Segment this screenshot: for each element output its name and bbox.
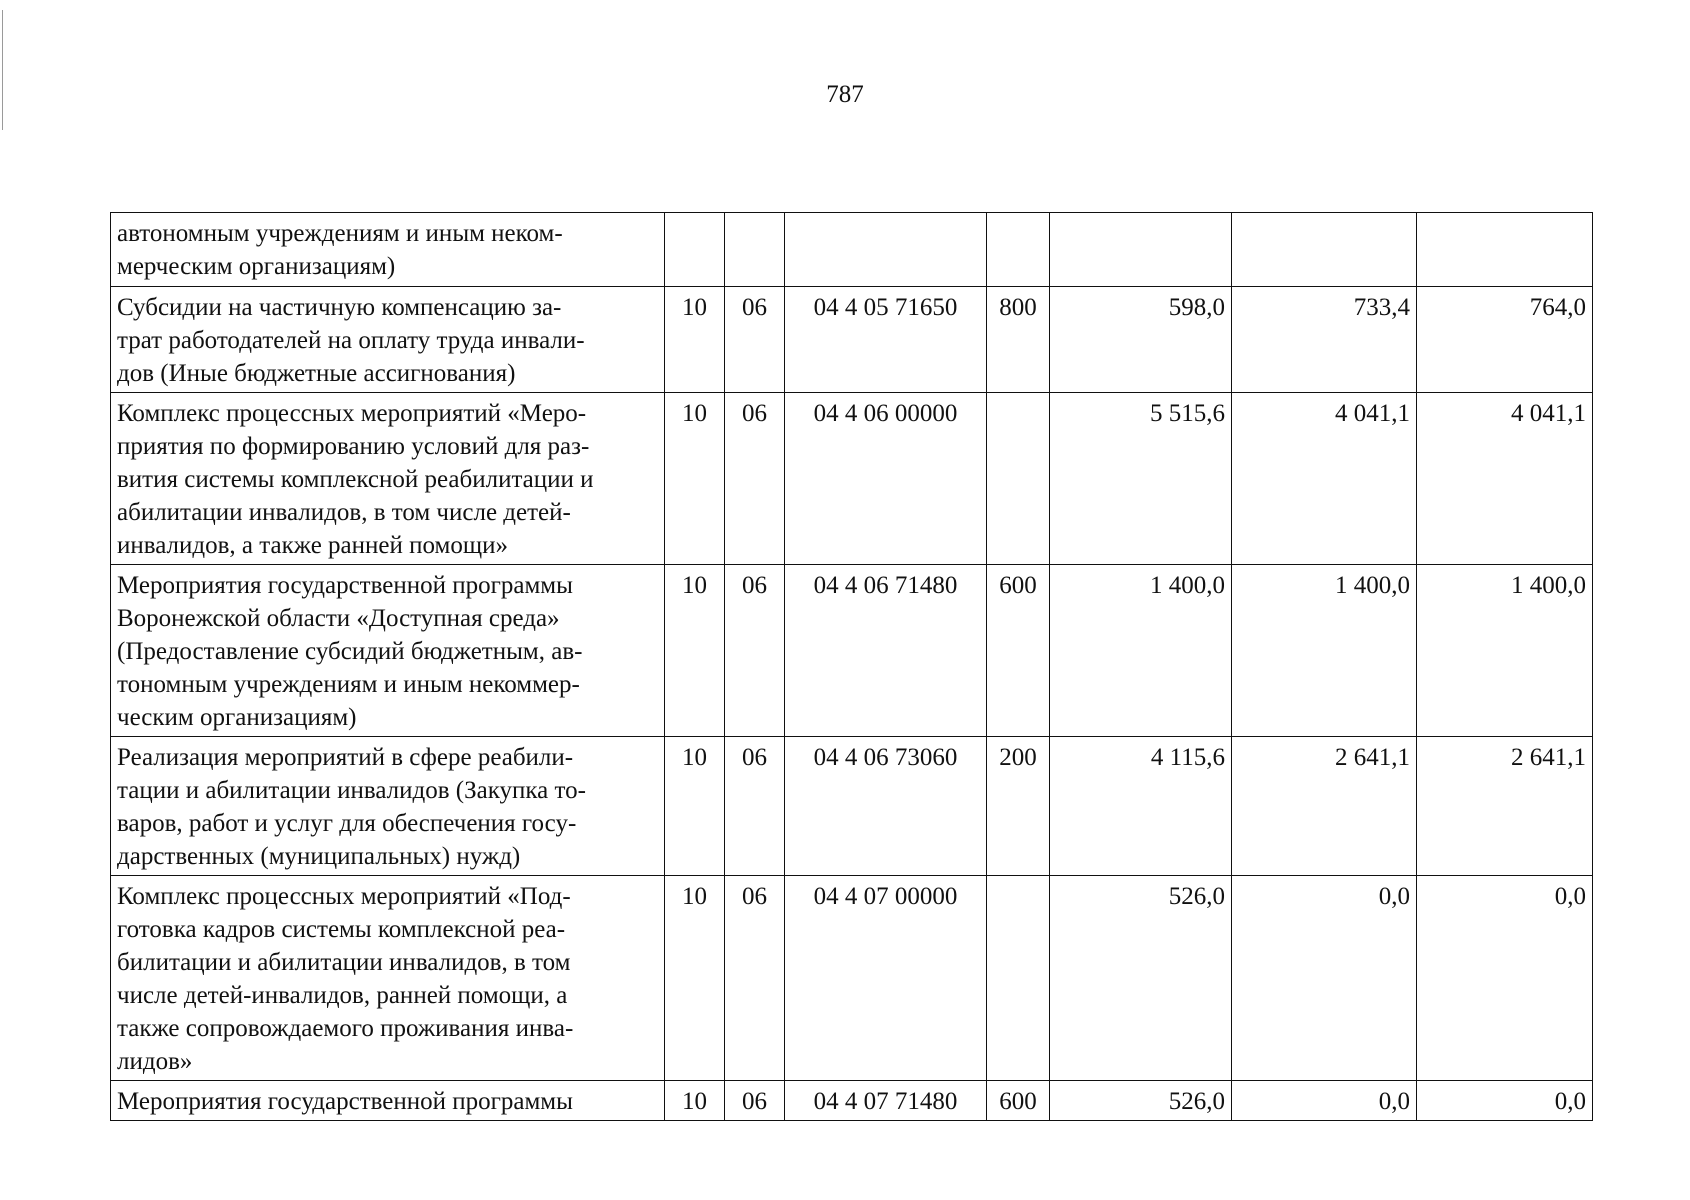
table-row <box>111 287 1593 393</box>
row-rz: 10 <box>665 393 725 565</box>
row-year3 <box>1417 213 1593 287</box>
row-pr: 06 <box>725 876 785 1081</box>
row-csr: 04 4 07 71480 <box>785 1081 987 1121</box>
row-rz: 10 <box>665 565 725 737</box>
row-rz: 10 <box>665 737 725 876</box>
row-pr: 06 <box>725 287 785 393</box>
row-year2 <box>1232 213 1417 287</box>
row-year1: 4 115,6 <box>1050 737 1232 876</box>
row-year2: 0,0 <box>1232 876 1417 1081</box>
row-year1 <box>1050 213 1232 287</box>
row-pr: 06 <box>725 565 785 737</box>
row-vr: 600 <box>987 565 1050 737</box>
row-year2: 1 400,0 <box>1232 565 1417 737</box>
row-csr: 04 4 06 73060 <box>785 737 987 876</box>
row-csr <box>785 213 987 287</box>
row-year3: 0,0 <box>1417 1081 1593 1121</box>
row-csr: 04 4 05 71650 <box>785 287 987 393</box>
row-name: автономным учреждениям и иным неком- мерческим организациям) <box>111 213 665 287</box>
row-year1: 526,0 <box>1050 876 1232 1081</box>
row-pr: 06 <box>725 1081 785 1121</box>
row-pr: 06 <box>725 737 785 876</box>
page-number: 787 <box>826 81 864 108</box>
row-year3: 4 041,1 <box>1417 393 1593 565</box>
row-rz <box>665 213 725 287</box>
row-pr: 06 <box>725 393 785 565</box>
row-rz: 10 <box>665 876 725 1081</box>
row-year2: 733,4 <box>1232 287 1417 393</box>
row-rz: 10 <box>665 1081 725 1121</box>
row-name: Мероприятия государственной программы <box>111 1081 665 1121</box>
table-row <box>111 737 1593 876</box>
row-vr: 200 <box>987 737 1050 876</box>
row-vr <box>987 876 1050 1081</box>
row-year1: 1 400,0 <box>1050 565 1232 737</box>
row-name: Реализация мероприятий в сфере реабили- тации и абилитации инвалидов (Закупка то- варов, работ и услуг для обеспечения госу- дарственных (муниципальных) нужд) <box>111 737 665 876</box>
row-year3: 2 641,1 <box>1417 737 1593 876</box>
row-year1: 526,0 <box>1050 1081 1232 1121</box>
row-name: Комплекс процессных мероприятий «Меро- приятия по формированию условий для раз- вития системы комплексной реабилитации и абилитации инвалидов, в том числе детей- инвалидов, а также ранней помощи» <box>111 393 665 565</box>
table-row <box>111 565 1593 737</box>
row-pr <box>725 213 785 287</box>
row-year2: 4 041,1 <box>1232 393 1417 565</box>
row-vr <box>987 393 1050 565</box>
budget-table <box>110 212 1593 1121</box>
row-year3: 1 400,0 <box>1417 565 1593 737</box>
table-row <box>111 213 1593 287</box>
scan-edge-line <box>2 10 3 130</box>
table-row <box>111 393 1593 565</box>
row-year1: 5 515,6 <box>1050 393 1232 565</box>
row-vr: 800 <box>987 287 1050 393</box>
table-row <box>111 1081 1593 1121</box>
row-year3: 0,0 <box>1417 876 1593 1081</box>
row-vr: 600 <box>987 1081 1050 1121</box>
row-name: Субсидии на частичную компенсацию за- трат работодателей на оплату труда инвали- дов (Иные бюджетные ассигнования) <box>111 287 665 393</box>
row-year3: 764,0 <box>1417 287 1593 393</box>
row-csr: 04 4 07 00000 <box>785 876 987 1081</box>
row-year1: 598,0 <box>1050 287 1232 393</box>
row-vr <box>987 213 1050 287</box>
table-row <box>111 876 1593 1081</box>
row-year2: 2 641,1 <box>1232 737 1417 876</box>
row-name: Мероприятия государственной программы Воронежской области «Доступная среда» (Предоставление субсидий бюджетным, ав- тономным учреждениям и иным некоммер- ческим организациям) <box>111 565 665 737</box>
row-rz: 10 <box>665 287 725 393</box>
row-year2: 0,0 <box>1232 1081 1417 1121</box>
row-csr: 04 4 06 71480 <box>785 565 987 737</box>
row-csr: 04 4 06 00000 <box>785 393 987 565</box>
table-body <box>111 213 1593 1121</box>
row-name: Комплекс процессных мероприятий «Под- готовка кадров системы комплексной реа- билитации и абилитации инвалидов, в том числе детей-инвалидов, ранней помощи, а также сопровождаемого проживания инва- лидов» <box>111 876 665 1081</box>
